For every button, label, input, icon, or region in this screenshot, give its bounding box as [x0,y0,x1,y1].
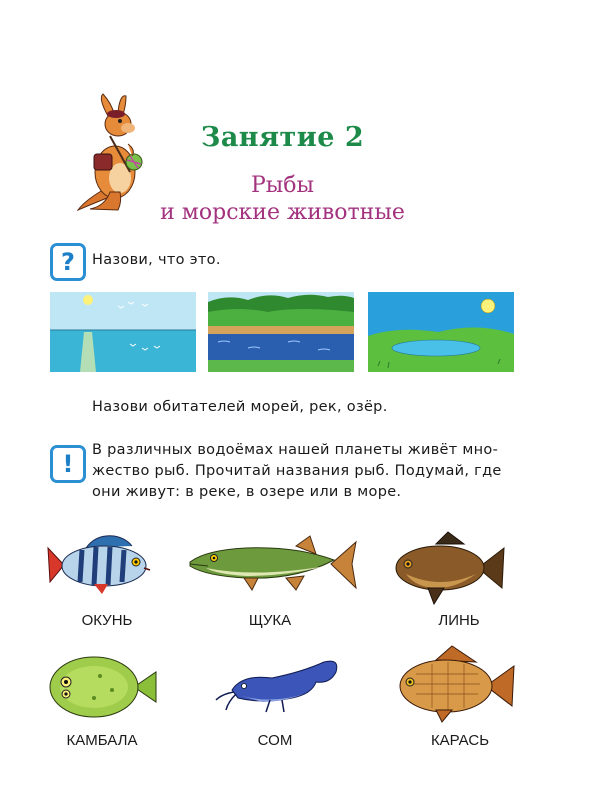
lesson-subtitle-line2: и морские животные [160,200,405,225]
lake-scene-image [368,292,514,372]
lesson-subtitle-line1: Рыбы [250,173,315,198]
task3-line2: жество рыб. Прочитай названия рыб. Подумай, где [92,463,502,479]
crucian-carp-fish-icon [392,644,516,724]
river-scene-image [208,292,354,372]
tench-fish-icon [386,530,506,606]
lesson-title: Занятие 2 [200,122,365,153]
fish-label-crucian-carp: КАРАСЬ [430,732,490,749]
question-icon: ? [50,243,86,281]
task3-line1: В различных водоёмах нашей планеты живёт мно- [92,442,499,458]
fish-label-tench: ЛИНЬ [438,612,480,629]
flounder-fish-icon [46,652,158,722]
exclamation-icon: ! [50,445,86,483]
pike-fish-icon [186,532,358,596]
catfish-fish-icon [212,654,342,714]
fish-label-flounder: КАМБАЛА [66,732,138,749]
task3-text [92,440,522,503]
task3-line3: они живут: в реке, в озере или в море. [92,484,402,500]
fish-label-perch: ОКУНЬ [81,612,133,629]
fish-label-pike: ЩУКА [248,612,292,629]
sea-scene-image [50,292,196,372]
task1-text: Назови, что это. [92,252,221,268]
perch-fish-icon [46,532,164,598]
task2-text: Назови обитателей морей, рек, озёр. [92,399,388,415]
fish-label-catfish: СОМ [257,732,293,749]
